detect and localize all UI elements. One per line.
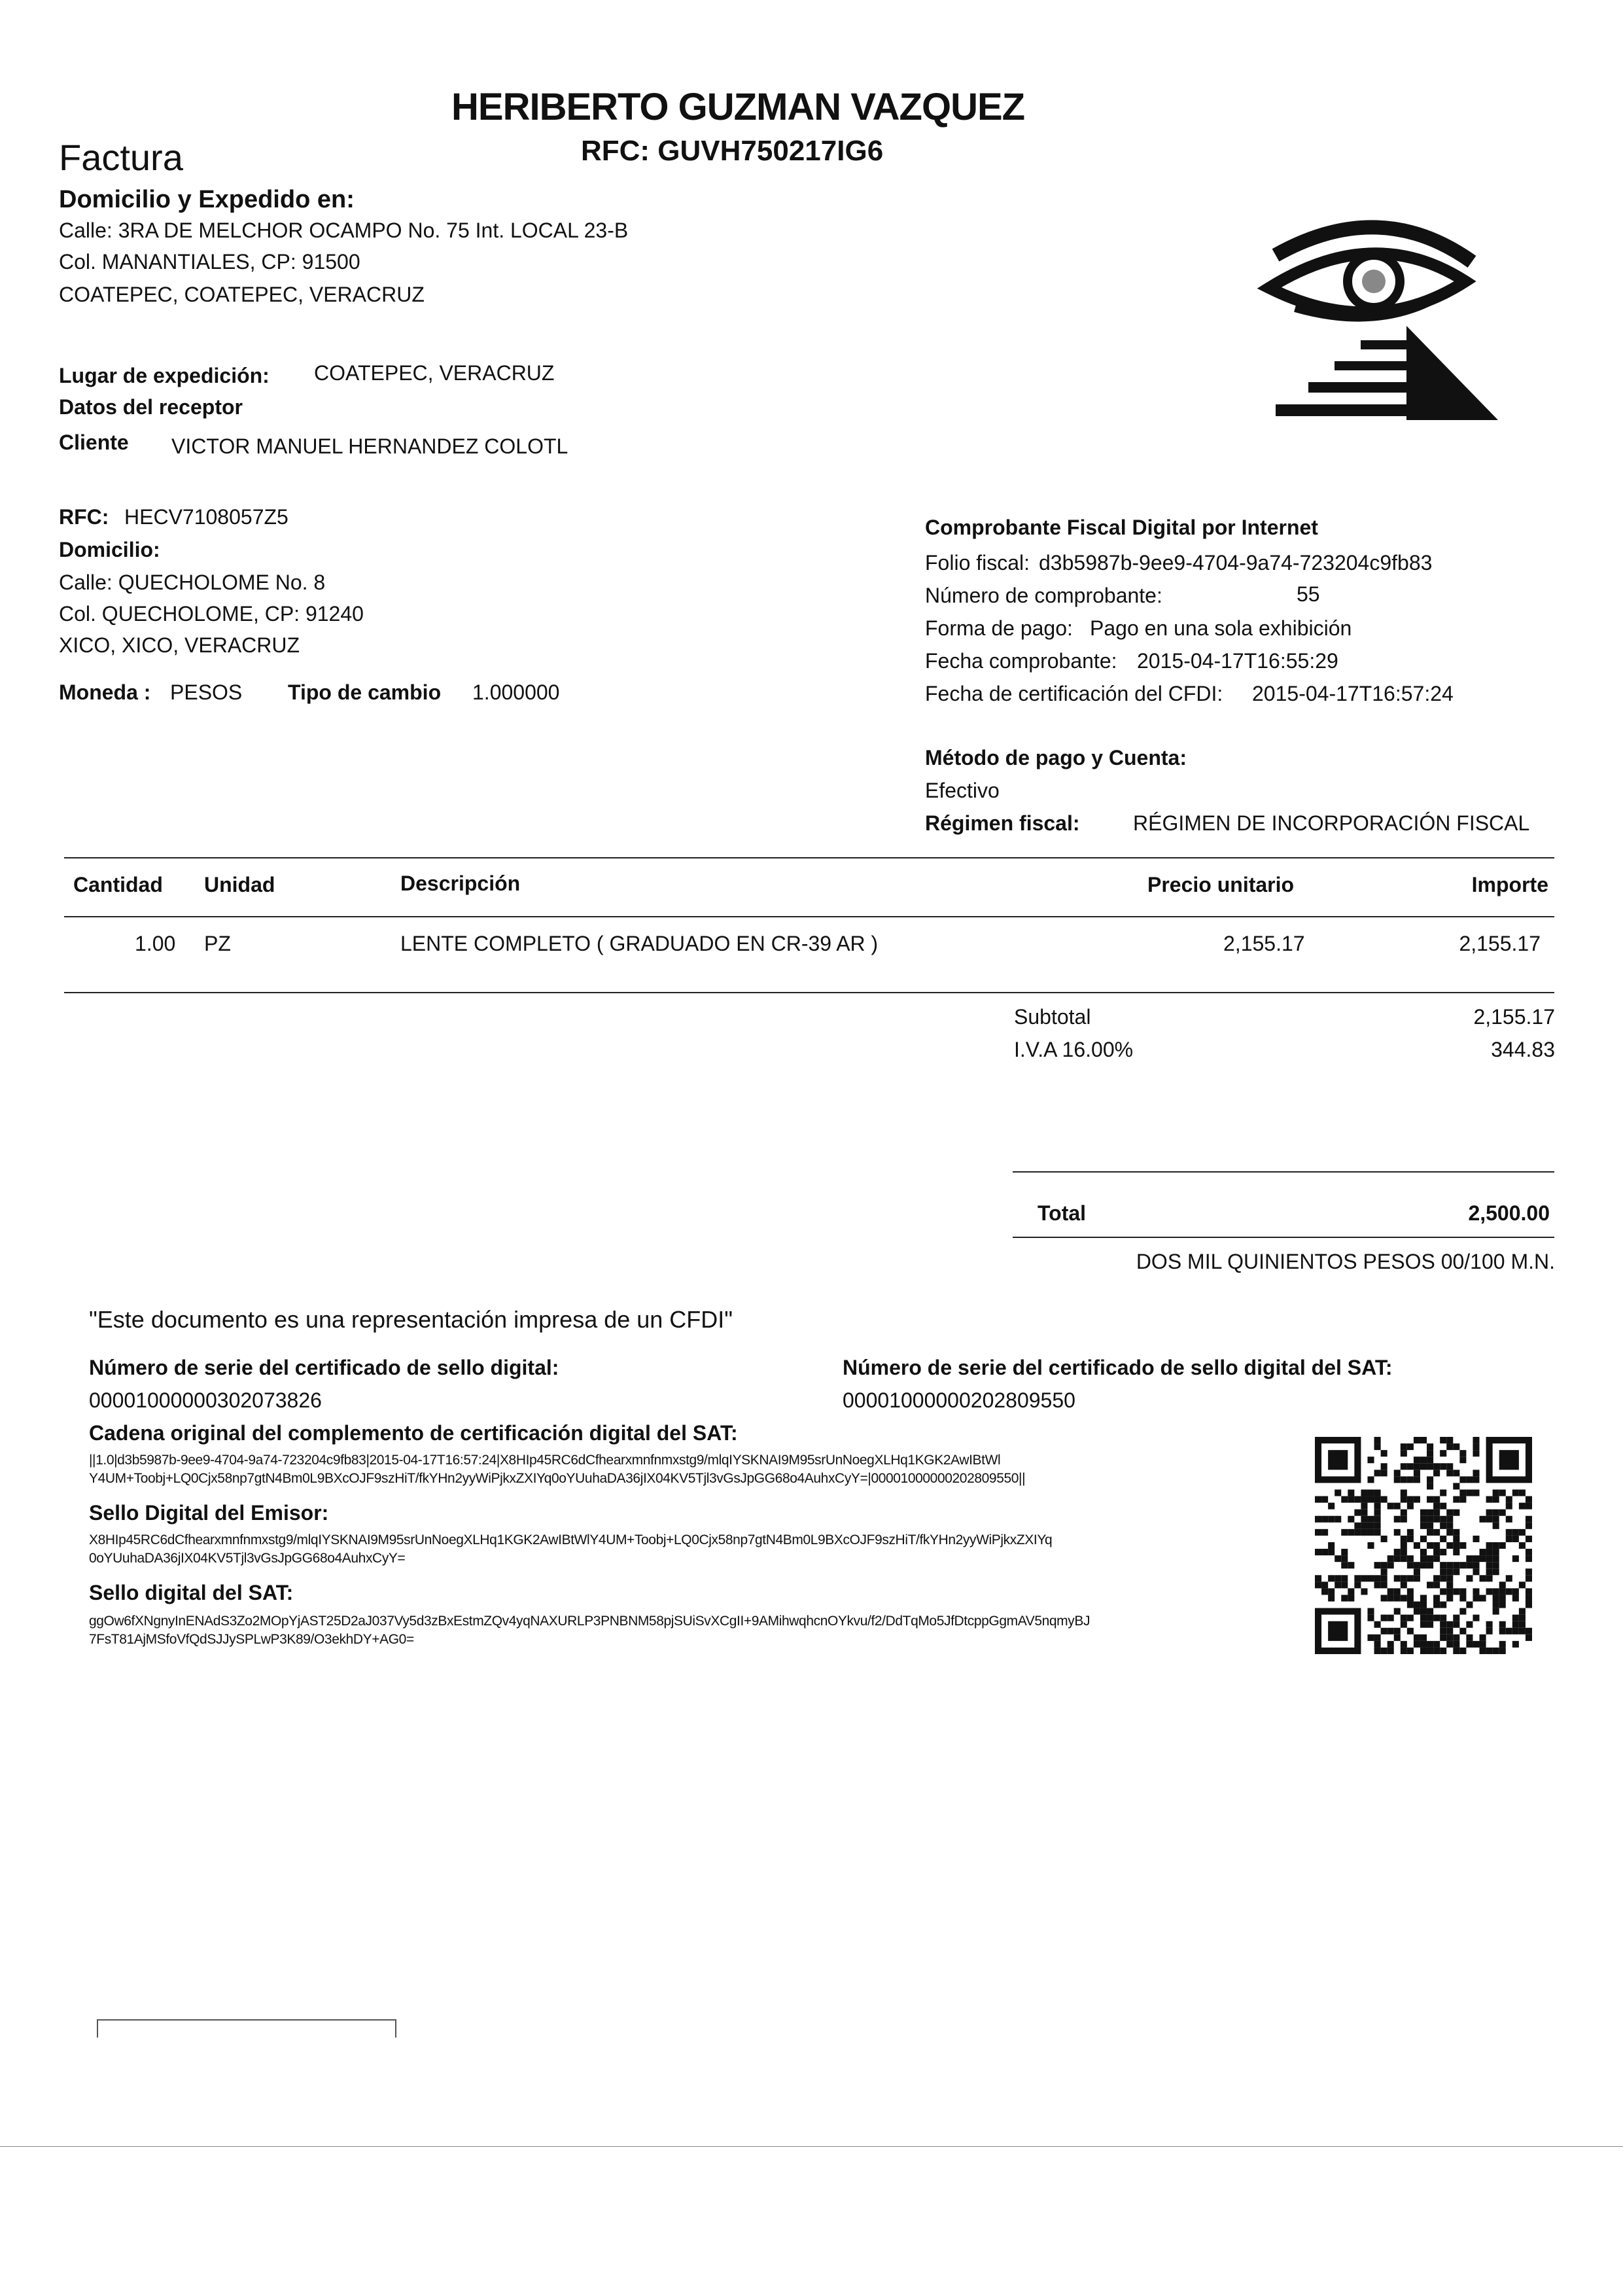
total-label: Total (1038, 1201, 1087, 1225)
qr-code-icon (1315, 1437, 1532, 1654)
place-value: COATEPEC, VERACRUZ (314, 361, 555, 385)
header-importe: Importe (1471, 873, 1548, 896)
receiver-rfc-label: RFC: (59, 505, 109, 529)
receiver-address-line-1: Calle: QUECHOLOME No. 8 (59, 571, 326, 594)
document-type: Factura (59, 137, 183, 178)
exchange-label: Tipo de cambio (288, 680, 442, 704)
issuer-rfc: RFC: GUVH750217IG6 (581, 135, 884, 167)
header-unidad: Unidad (204, 873, 275, 896)
payment-form-value: Pago en una sola exhibición (1090, 616, 1352, 640)
emitter-seal-line-1: X8HIp45RC6dCfhearxmnfnmxstg9/mlqIYSKNAI9M95srUnNoegXLHq1KGK2AwIBtWlY4UM+Toobj+LQ0Cjx58np7gtN4Bm0L9BXcOJF9szHiT/fkYHn2yyWiPjkxZXIYq (89, 1532, 1053, 1547)
chain-line-1: ||1.0|d3b5987b-9ee9-4704-9a74-723204c9fb83|2015-04-17T16:57:24|X8HIp45RC6dCfhearxmnfnmxstg9/mlqIYSKNAI9M95srUnNoegXLHq1KGK2AwIBtWl (89, 1453, 1001, 1468)
issuer-address-title: Domicilio y Expedido en: (59, 186, 355, 213)
table-header-rule (64, 916, 1554, 917)
subtotal-label: Subtotal (1014, 1005, 1091, 1029)
regime-value: RÉGIMEN DE INCORPORACIÓN FISCAL (1133, 811, 1530, 835)
sat-serial-value: 00001000000202809550 (843, 1388, 1075, 1412)
sat-serial-label: Número de serie del certificado de sello digital del SAT: (843, 1356, 1393, 1379)
row-amount: 2,155.17 (1459, 932, 1541, 955)
sat-seal-line-1: ggOw6fXNgnyInENAdS3Zo2MOpYjAST25D2aJ037Vy5d3zBxEstmZQv4yqNAXURLP3PNBNM58pjSUiSvXCgII+9AMihwqhcnOYkvu/f2/DdTqMo5JfDtcppGgmAV5nqmyBJ (89, 1614, 1091, 1629)
currency-value: PESOS (170, 680, 243, 704)
iva-label: I.V.A 16.00% (1014, 1038, 1134, 1061)
issuer-name: HERIBERTO GUZMAN VAZQUEZ (451, 86, 1025, 128)
total-bottom-rule (1013, 1237, 1554, 1238)
cert-serial-value: 00001000000302073826 (89, 1388, 322, 1412)
place-label: Lugar de expedición: (59, 364, 270, 387)
receiver-domicile-label: Domicilio: (59, 538, 160, 561)
client-value: VICTOR MANUEL HERNANDEZ COLOTL (171, 434, 568, 458)
chain-line-2: Y4UM+Toobj+LQ0Cjx58np7gtN4Bm0L9BXcOJF9szHiT/fkYHn2yyWiPjkxZXIYq0oYUuhaDA36jIX04KV5Tjl3vGsJpGG68o4AuhxCyY=|00001000000202809550|| (89, 1471, 1026, 1486)
sat-seal-line-2: 7FsT81AjMSfoVfQdSJJySPLwP3K89/O3ekhDY+AG0= (89, 1632, 414, 1647)
cert-serial-label: Número de serie del certificado de sello digital: (89, 1356, 559, 1379)
date-label: Fecha comprobante: (925, 649, 1117, 673)
total-value: 2,500.00 (1468, 1201, 1550, 1225)
amount-in-words: DOS MIL QUINIENTOS PESOS 00/100 M.N. (1136, 1250, 1555, 1273)
regime-label: Régimen fiscal: (925, 811, 1080, 835)
chain-label: Cadena original del complemento de certificación digital del SAT: (89, 1421, 738, 1445)
issuer-address-line-3: COATEPEC, COATEPEC, VERACRUZ (59, 283, 425, 306)
total-top-rule (1013, 1171, 1554, 1173)
row-unit: PZ (204, 932, 231, 955)
cert-date-value: 2015-04-17T16:57:24 (1252, 682, 1454, 705)
cfdi-representation-note: "Este documento es una representación impresa de un CFDI" (89, 1306, 733, 1333)
payment-method-value: Efectivo (925, 779, 1000, 802)
receiver-address-line-2: Col. QUECHOLOME, CP: 91240 (59, 602, 364, 626)
table-top-rule (64, 857, 1554, 858)
table-bottom-rule (64, 992, 1554, 993)
sat-seal-label: Sello digital del SAT: (89, 1581, 294, 1604)
subtotal-value: 2,155.17 (1473, 1005, 1555, 1029)
emitter-seal-label: Sello Digital del Emisor: (89, 1501, 329, 1525)
iva-value: 344.83 (1491, 1038, 1555, 1061)
cert-date-label: Fecha de certificación del CFDI: (925, 682, 1223, 705)
header-precio: Precio unitario (1147, 873, 1295, 896)
emitted-by-stamp (97, 2019, 396, 2038)
receiver-address-line-3: XICO, XICO, VERACRUZ (59, 633, 300, 657)
emitter-seal-line-2: 0oYUuhaDA36jIX04KV5Tjl3vGsJpGG68o4AuhxCyY= (89, 1551, 406, 1566)
number-label: Número de comprobante: (925, 584, 1162, 607)
date-value: 2015-04-17T16:55:29 (1137, 649, 1338, 673)
payment-form-label: Forma de pago: (925, 616, 1073, 640)
row-qty: 1.00 (135, 932, 176, 955)
row-description: LENTE COMPLETO ( GRADUADO EN CR-39 AR ) (400, 932, 879, 955)
header-cantidad: Cantidad (73, 873, 163, 896)
folio-label: Folio fiscal: (925, 551, 1030, 574)
client-label: Cliente (59, 431, 129, 454)
exchange-value: 1.000000 (472, 680, 560, 704)
issuer-address-line-2: Col. MANANTIALES, CP: 91500 (59, 250, 360, 274)
cfdi-title: Comprobante Fiscal Digital por Internet (925, 516, 1318, 539)
eye-pyramid-logo-icon (1256, 209, 1505, 425)
receiver-title: Datos del receptor (59, 395, 243, 419)
row-unit-price: 2,155.17 (1223, 932, 1305, 955)
payment-method-label: Método de pago y Cuenta: (925, 746, 1187, 769)
header-descripcion: Descripción (400, 872, 521, 895)
currency-label: Moneda : (59, 680, 151, 704)
number-value: 55 (1297, 582, 1320, 606)
receiver-rfc-value: HECV7108057Z5 (124, 505, 288, 529)
page-edge-rule (0, 2146, 1623, 2147)
issuer-address-line-1: Calle: 3RA DE MELCHOR OCAMPO No. 75 Int. LOCAL 23-B (59, 219, 629, 242)
folio-value: d3b5987b-9ee9-4704-9a74-723204c9fb83 (1039, 551, 1433, 574)
